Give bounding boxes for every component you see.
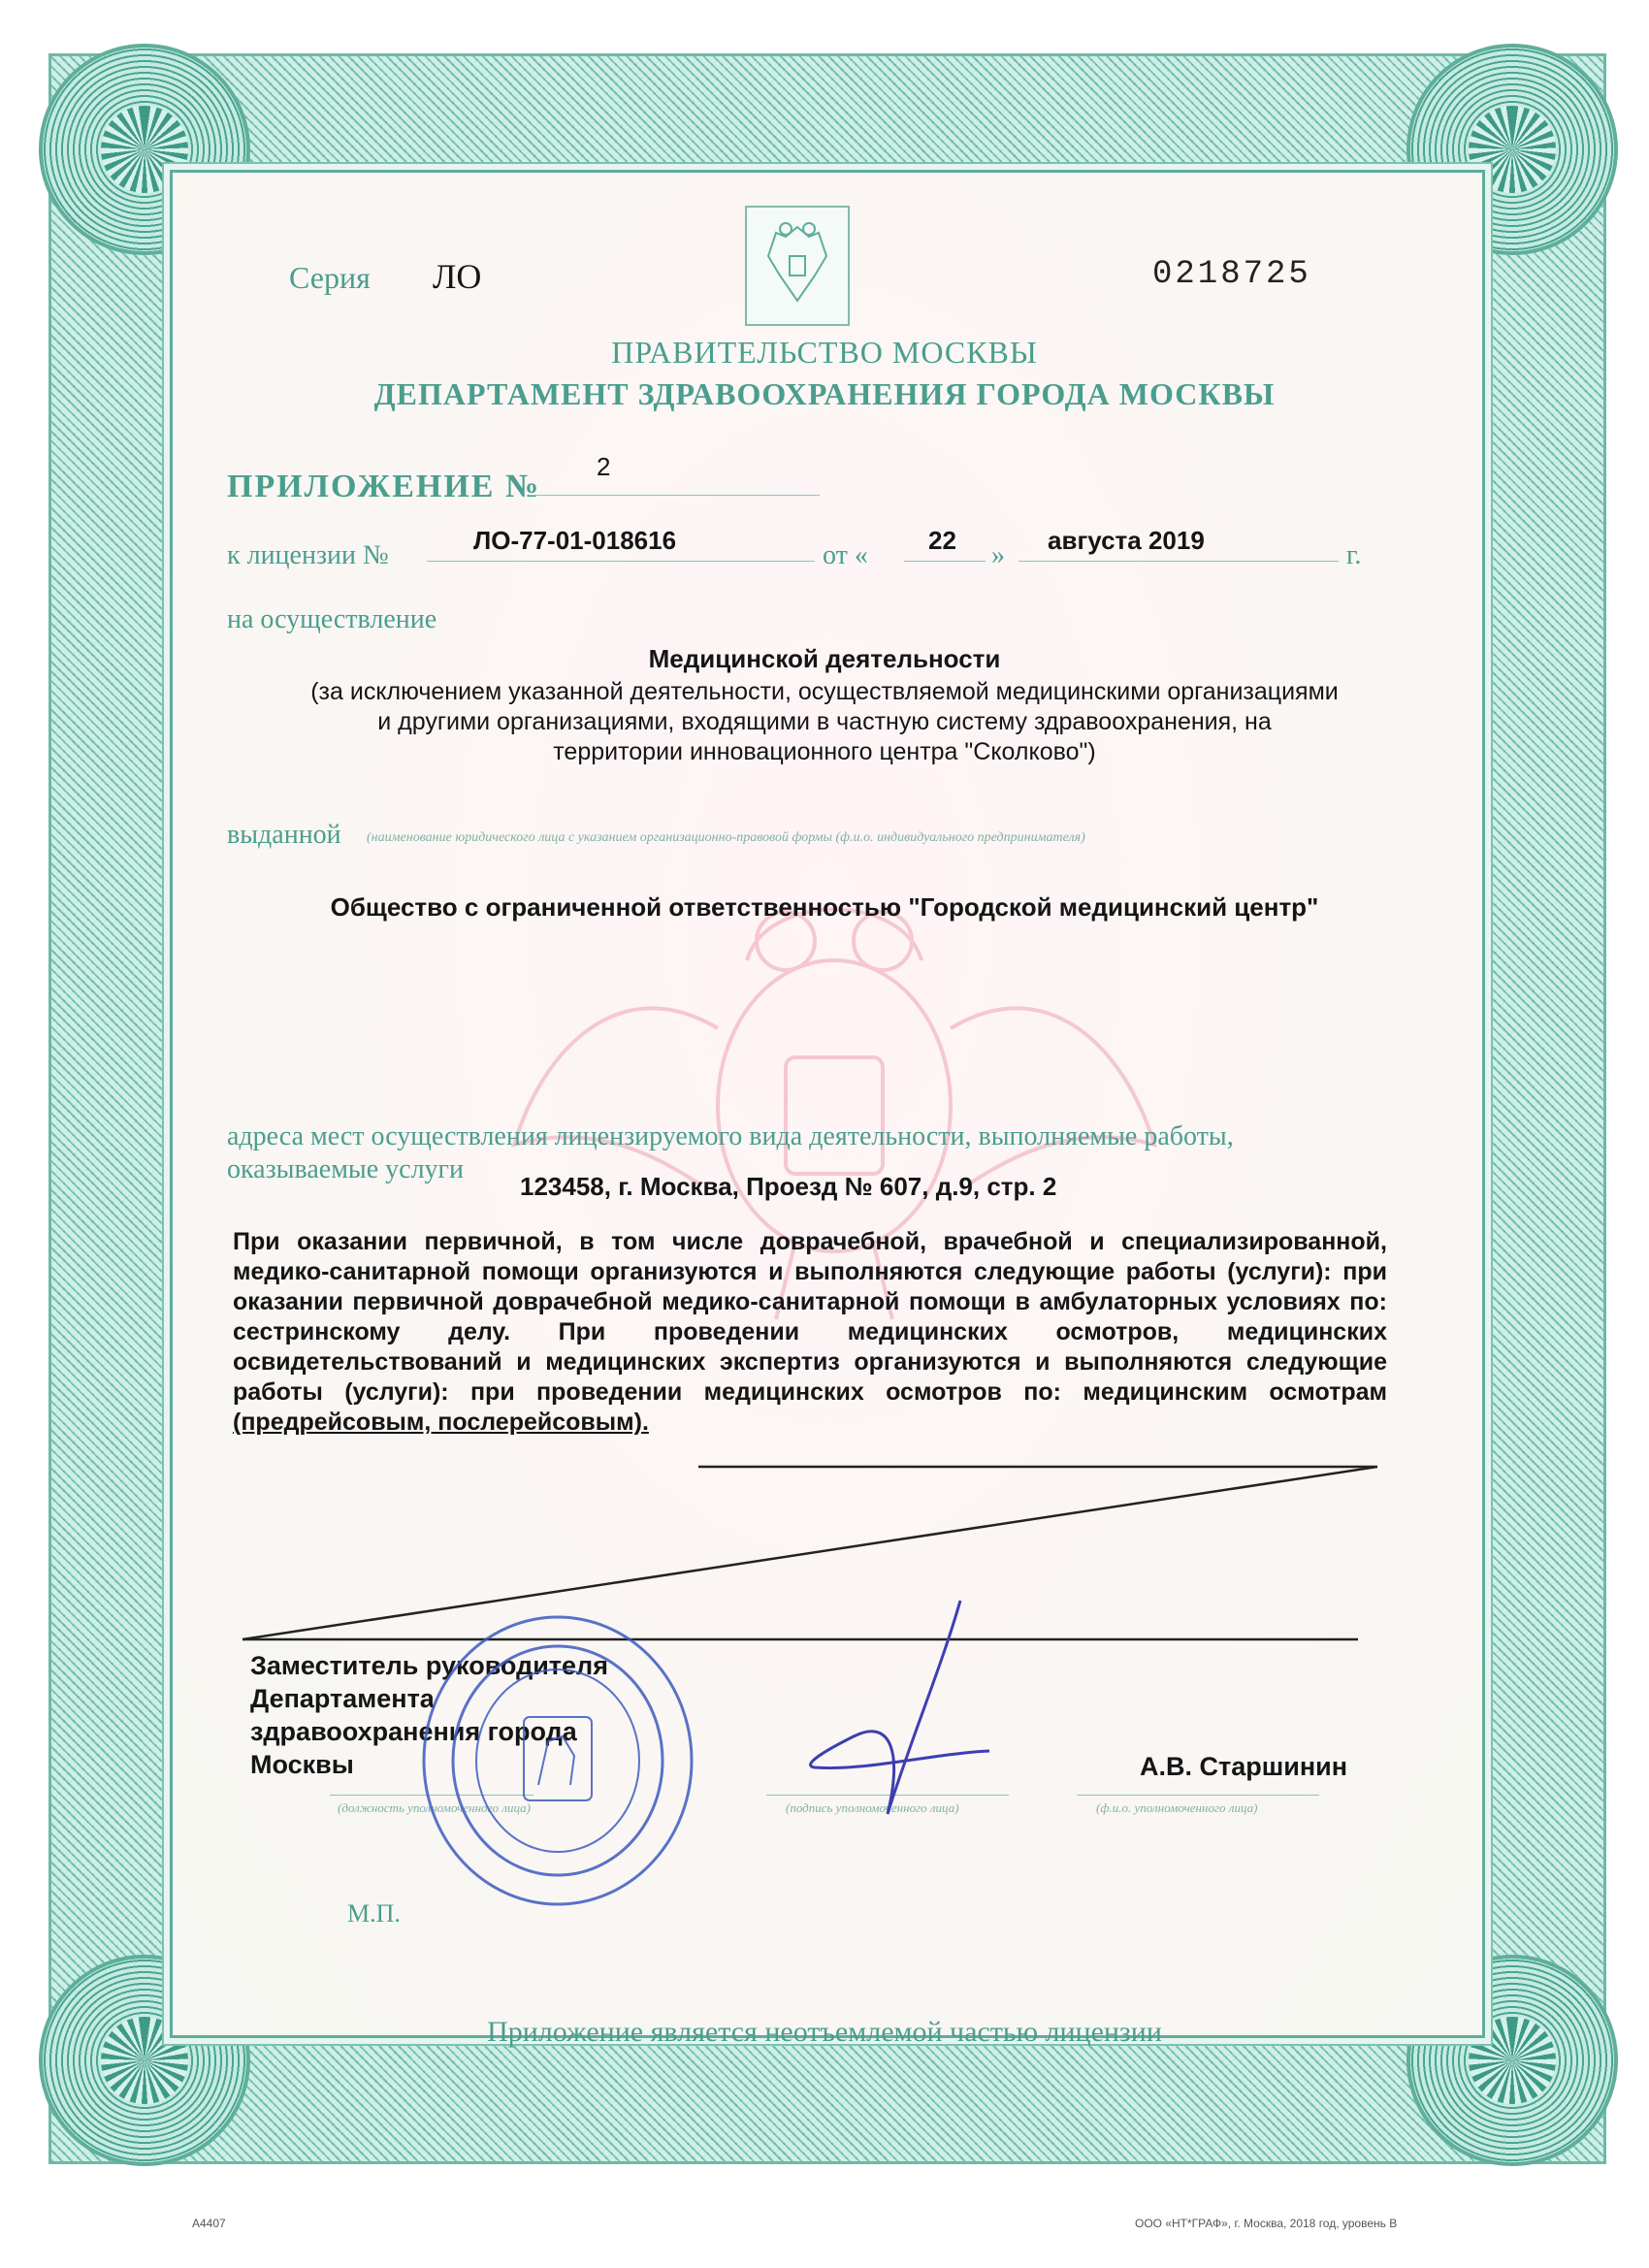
government-title: ПРАВИТЕЛЬСТВО МОСКВЫ xyxy=(611,335,1038,370)
issued-caption: (наименование юридического лица с указанием организационно-правовой формы (ф.и.о. индивидуального предпринимателя) xyxy=(367,830,1085,845)
issued-label: выданной xyxy=(227,820,341,850)
seal-label: М.П. xyxy=(347,1899,401,1928)
position-caption: (должность уполномоченного лица) xyxy=(338,1800,531,1815)
license-label: к лицензии № xyxy=(227,540,389,570)
year-suffix: г. xyxy=(1346,540,1362,570)
activity-line: и другими организациями, входящими в частную систему здравоохранения, на xyxy=(377,708,1272,735)
activity-line: территории инновационного центра "Сколково") xyxy=(553,738,1096,765)
services-main-text: При оказании первичной, в том числе доврачебной, врачебной и специализированной, медико-санитарной помощи организуются и выполняются следующие работы (услуги): при оказании первичной доврачебной медико-санитарной помощи в амбулаторных условиях по: сестринскому делу. При проведении медицинских осмотров, медицинских освидетельствований и медицинских экспертиз организуются и выполняются следующие работы (услуги): при проведении медицинских осмотров по: медицинским осмотрам xyxy=(233,1228,1387,1406)
date-open-label: от « xyxy=(823,540,868,570)
date-close-label: » xyxy=(991,540,1005,570)
activity-line: (за исключением указанной деятельности, осуществляемой медицинскими организациями xyxy=(310,678,1339,705)
printer-info: ООО «НТ*ГРАФ», г. Москва, 2018 год, уровень В xyxy=(1135,2217,1398,2230)
form-code: А4407 xyxy=(192,2217,226,2230)
form-number: 0218725 xyxy=(1152,256,1311,293)
address-value: 123458, г. Москва, Проезд № 607, д.9, стр. 2 xyxy=(520,1172,1057,1201)
license-day: 22 xyxy=(928,526,956,555)
signatory-position-line: Москвы xyxy=(250,1750,354,1779)
address-label-line: оказываемые услуги xyxy=(227,1154,465,1184)
signatory-position-line: Департамента xyxy=(250,1684,435,1713)
series-label: Серия xyxy=(289,260,371,295)
license-number: ЛО-77-01-018616 xyxy=(473,526,677,555)
signatory-name: А.В. Старшинин xyxy=(1140,1752,1348,1781)
signature-caption: (подпись уполномоченного лица) xyxy=(786,1800,959,1815)
services-tail-text: (предрейсовым, послерейсовым). xyxy=(233,1409,649,1436)
name-caption: (ф.и.о. уполномоченного лица) xyxy=(1096,1800,1258,1815)
appendix-number: 2 xyxy=(597,452,611,481)
series-value: ЛО xyxy=(433,257,482,296)
activity-title: Медицинской деятельности xyxy=(648,644,1001,673)
organization-name: Общество с ограниченной ответственностью "Городской медицинский центр" xyxy=(330,892,1319,922)
appendix-label: ПРИЛОЖЕНИЕ № xyxy=(227,469,541,504)
license-month-year: августа 2019 xyxy=(1048,526,1205,555)
signatory-position-line: здравоохранения города xyxy=(250,1717,577,1746)
address-label-line: адреса мест осуществления лицензируемого вида деятельности, выполняемые работы, xyxy=(227,1121,1234,1151)
signatory-position-line: Заместитель руководителя xyxy=(250,1651,608,1680)
name-line xyxy=(1077,1795,1319,1796)
department-title: ДЕПАРТАМЕНТ ЗДРАВООХРАНЕНИЯ ГОРОДА МОСКВЫ xyxy=(373,376,1276,411)
official-seal-stamp-icon xyxy=(417,1610,698,1911)
footer-note: Приложение является неотъемлемой частью лицензии xyxy=(487,2016,1162,2048)
activity-label: на осуществление xyxy=(227,604,437,634)
handwritten-signature-icon xyxy=(795,1591,1028,1843)
